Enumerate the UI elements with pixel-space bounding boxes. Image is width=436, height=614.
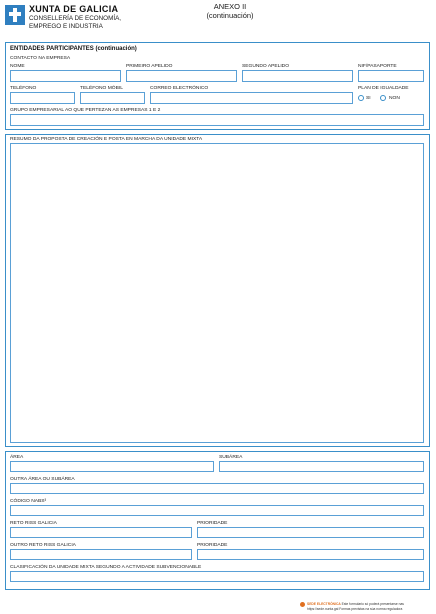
summary-label: RESUMO DA PROPOSTA DE CREACIÓN E POSTA EN MARCHA DA UNIDADE MIXTA — [10, 137, 203, 142]
department-line-1: CONSELLERÍA DE ECONOMÍA, — [29, 15, 122, 22]
sede-electronica-icon — [300, 602, 305, 607]
name-field[interactable] — [10, 70, 121, 82]
entities-section-title: ENTIDADES PARTICIPANTES (continuación) — [10, 46, 137, 52]
email-label: CORREO ELECTRÓNICO — [150, 86, 209, 91]
business-group-field[interactable] — [10, 114, 424, 126]
mobile-label: TELÉFONO MÓBIL — [80, 86, 123, 91]
yes-label: SI — [366, 96, 371, 101]
nabs-code-label: CÓDIGO NABS³ — [10, 499, 47, 504]
phone-field[interactable] — [10, 92, 75, 104]
other-riss-label: OUTRO RETO RISS GALICIA — [10, 543, 76, 548]
email-field[interactable] — [150, 92, 353, 104]
other-riss-field[interactable] — [10, 549, 192, 560]
area-label: ÁREA — [10, 455, 24, 460]
mobile-field[interactable] — [80, 92, 145, 104]
second-surname-field[interactable] — [242, 70, 353, 82]
riss-challenge-label: RETO RISS GALICIA — [10, 521, 57, 526]
department-line-2: EMPREGO E INDUSTRIA — [29, 22, 103, 30]
summary-textarea[interactable] — [10, 143, 424, 443]
equality-plan-yes-radio[interactable] — [358, 95, 364, 101]
other-area-label: OUTRA ÁREA OU SUBÁREA — [10, 477, 75, 482]
activity-class-field[interactable] — [10, 571, 424, 582]
second-surname-label: SEGUNDO APELIDO — [242, 64, 290, 69]
subarea-field[interactable] — [219, 461, 424, 472]
riss-challenge-field[interactable] — [10, 527, 192, 538]
first-surname-label: PRIMEIRO APELIDO — [126, 64, 173, 69]
annex-heading — [180, 3, 280, 20]
priority-label: PRIORIDADE — [197, 521, 228, 526]
area-field[interactable] — [10, 461, 214, 472]
footer-text-1: Este formulario só poderá presentarse nas — [341, 602, 404, 606]
footer-line-2: https://sede.xunta.gal Formas previstas na súa norma reguladora — [307, 607, 403, 611]
department-name — [29, 15, 121, 30]
priority-2-label: PRIORIDADE — [197, 543, 228, 548]
xunta-logo — [5, 5, 25, 25]
first-surname-field[interactable] — [126, 70, 237, 82]
nabs-code-field[interactable] — [10, 505, 424, 516]
subarea-label: SUBÁREA — [219, 455, 243, 460]
equality-plan-label: PLAN DE IGUALDADE — [358, 86, 409, 91]
phone-label: TELÉFONO — [10, 86, 37, 91]
nif-label: NIF/PASAPORTE — [358, 64, 397, 69]
annex-title: ANEXO II — [213, 2, 247, 11]
activity-class-label: CLASIFICACIÓN DA UNIDADE MIXTA SEGUNDO A ACTIVIDADE SUBVENCIONABLE — [10, 565, 202, 570]
contact-title: CONTACTO NA EMPRESA — [10, 56, 71, 61]
footer-line-1 — [307, 602, 404, 606]
nif-field[interactable] — [358, 70, 424, 82]
annex-subtitle: (continuación) — [206, 10, 254, 20]
priority-2-field[interactable] — [197, 549, 424, 560]
name-label: NOME — [10, 64, 25, 69]
priority-field[interactable] — [197, 527, 424, 538]
other-area-field[interactable] — [10, 483, 424, 494]
footer-badge: SEDE ELECTRÓNICA — [307, 602, 341, 606]
org-name: XUNTA DE GALICIA — [29, 4, 119, 14]
equality-plan-no-radio[interactable] — [380, 95, 386, 101]
business-group-label: GRUPO EMPRESARIAL AO QUE PERTEZAN AS EMPRESAS 1 E 2 — [10, 108, 161, 113]
no-label: NON — [389, 96, 400, 101]
